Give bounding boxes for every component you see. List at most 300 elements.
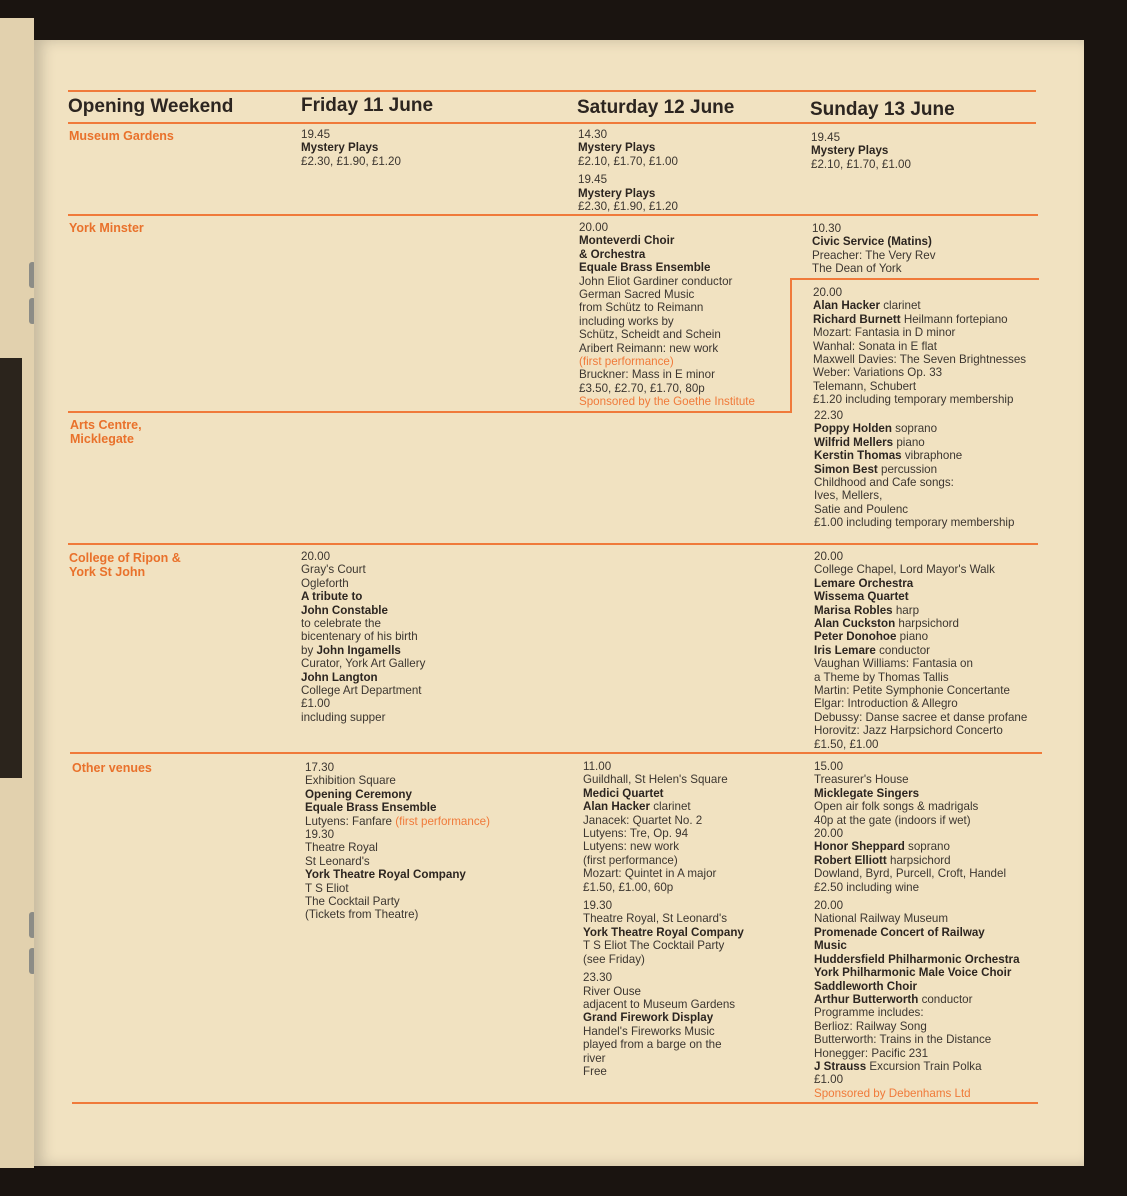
line-role: clarinet: [880, 299, 921, 313]
line-text: Mystery Plays: [811, 144, 889, 158]
cell-other-friday: [305, 761, 490, 922]
line-text: Honor Sheppard: [814, 840, 905, 854]
line-text: Arthur Butterworth: [814, 992, 919, 1006]
line-text: Handel's Fireworks Music: [583, 1024, 715, 1038]
line-text: & Orchestra: [579, 247, 646, 261]
venue-other: Other venues: [72, 761, 152, 775]
programme-line: [583, 800, 744, 813]
programme-line: [814, 899, 1020, 912]
line-text: Alan Hacker: [813, 299, 881, 313]
line-text: Programme includes:: [814, 1006, 924, 1020]
programme-line: [579, 221, 755, 234]
line-text: £2.10, £1.70, £1.00: [578, 154, 678, 168]
programme-line: [814, 449, 1014, 462]
line-text: T S Eliot The Cocktail Party: [583, 939, 725, 953]
line-text: 15.00: [814, 760, 844, 773]
line-text: Opening Ceremony: [305, 787, 412, 801]
programme-line: [301, 711, 425, 724]
programme-line: [579, 288, 755, 301]
programme-line: [305, 855, 490, 868]
row-rule: [791, 278, 1039, 280]
line-text: Kerstin Thomas: [814, 449, 902, 463]
facing-page-photo: [0, 358, 22, 778]
line-text: River Ouse: [583, 984, 641, 998]
programme-line: [814, 953, 1020, 966]
programme-line: [583, 1038, 744, 1051]
programme-line: [301, 577, 425, 590]
programme-line: [814, 516, 1014, 529]
cell-minster-sunday-morning: [812, 222, 936, 276]
programme-line: [814, 867, 1020, 880]
line-text: Open air folk songs & madrigals: [814, 800, 979, 814]
programme-line: [814, 966, 1020, 979]
line-text: Peter Donohoe: [814, 630, 897, 644]
programme-line: [814, 1073, 1020, 1086]
line-text: Guildhall, St Helen's Square: [583, 773, 728, 787]
line-text: Lutyens: Fanfare: [305, 814, 396, 828]
line-text: Monteverdi Choir: [579, 234, 675, 248]
programme-line: [578, 155, 678, 168]
programme-line: [583, 971, 744, 984]
programme-line: [814, 840, 1020, 853]
programme-line: [814, 773, 1020, 786]
programme-line: [583, 840, 744, 853]
line-text: £1.20 including temporary membership: [813, 393, 1014, 407]
programme-line: [814, 724, 1027, 737]
line-text: Wanhal: Sonata in E flat: [813, 339, 937, 353]
programme-line: [301, 550, 425, 563]
line-text: Alan Hacker: [583, 800, 651, 814]
line-text: (Tickets from Theatre): [305, 908, 419, 922]
programme-line: [579, 342, 755, 355]
programme-line: [301, 563, 425, 576]
programme-line: [583, 985, 744, 998]
line-text: Vaughan Williams: Fantasia on: [814, 657, 973, 671]
row-rule: [70, 752, 1042, 754]
programme-line: [813, 393, 1026, 406]
line-text: National Railway Museum: [814, 912, 949, 926]
programme-line: [578, 200, 678, 213]
line-text: Lemare Orchestra: [814, 576, 914, 590]
line-text: £1.50, £1.00, 60p: [583, 880, 674, 894]
programme-line: [814, 926, 1020, 939]
programme-line: [301, 141, 401, 154]
line-text: £2.50 including wine: [814, 880, 920, 894]
line-text: Ogleforth: [301, 576, 349, 590]
line-text: £2.30, £1.90, £1.20: [301, 154, 401, 168]
line-text: including works by: [579, 314, 674, 328]
line-text: Equale Brass Ensemble: [305, 801, 437, 815]
line-text: river: [583, 1051, 606, 1065]
cell-minster-sunday-evening: [813, 286, 1026, 407]
line-text: 20.00: [814, 827, 844, 841]
line-text: John Eliot Gardiner conductor: [579, 274, 733, 288]
line-text: Civic Service (Matins): [812, 235, 932, 249]
line-role: soprano: [891, 422, 938, 436]
programme-line: [305, 774, 490, 787]
line-text: York Theatre Royal Company: [583, 925, 744, 939]
line-text: A tribute to: [301, 590, 363, 604]
day-heading-friday: Friday 11 June: [301, 95, 434, 116]
line-role: piano: [896, 630, 929, 644]
programme-line: [301, 630, 425, 643]
programme-line: [301, 684, 425, 697]
programme-line: [301, 697, 425, 710]
line-text: 23.30: [583, 971, 613, 985]
line-text: College Chapel, Lord Mayor's Walk: [814, 563, 995, 577]
line-text: Curator, York Art Gallery: [301, 657, 426, 671]
line-text: by: [301, 643, 317, 657]
programme-line: [578, 173, 678, 186]
line-text: 17.30: [305, 761, 335, 774]
programme-line: [811, 131, 911, 144]
programme-line: [579, 368, 755, 381]
programme-line: [583, 939, 744, 952]
venue-arts-centre: Arts Centre, Micklegate: [70, 418, 142, 446]
line-role: Heilmann fortepiano: [900, 312, 1008, 326]
programme-line: [813, 366, 1026, 379]
cell-museum-friday: [301, 128, 401, 168]
programme-line: [579, 382, 755, 395]
line-text: Schütz, Scheidt and Schein: [579, 328, 721, 342]
line-text: Huddersfield Philharmonic Orchestra: [814, 952, 1020, 966]
programme-line: [583, 899, 744, 912]
programme-line: [813, 299, 1026, 312]
line-text: Wilfrid Mellers: [814, 435, 894, 449]
programme-line: [814, 881, 1020, 894]
line-note: (first performance): [395, 814, 490, 828]
programme-line: [579, 261, 755, 274]
line-text: Promenade Concert of Railway: [814, 925, 985, 939]
programme-line: [811, 144, 911, 157]
programme-line: [814, 671, 1027, 684]
line-text: 22.30: [814, 409, 844, 422]
line-text: £1.50, £1.00: [814, 737, 879, 751]
line-text: Maxwell Davies: The Seven Brightnesses: [813, 353, 1027, 367]
line-text: Music: [814, 939, 847, 953]
line-text: Micklegate Singers: [814, 786, 920, 800]
line-text: Horovitz: Jazz Harpsichord Concerto: [814, 724, 1003, 738]
programme-line: [814, 604, 1027, 617]
top-rule: [68, 90, 1036, 92]
cell-museum-sunday: [811, 131, 911, 171]
line-role: vibraphone: [901, 449, 963, 463]
line-text: Bruckner: Mass in E minor: [579, 368, 715, 382]
line-text: Mozart: Quintet in A major: [583, 867, 717, 881]
cell-ripon-sunday: [814, 550, 1027, 751]
line-text: Free: [583, 1064, 607, 1078]
programme-line: [301, 657, 425, 670]
line-text: York Theatre Royal Company: [305, 868, 466, 882]
line-text: John Constable: [301, 603, 388, 617]
page-title: Opening Weekend: [68, 96, 234, 117]
programme-line: [814, 644, 1027, 657]
programme-line: [814, 409, 1014, 422]
line-text: Janacek: Quartet No. 2: [583, 813, 703, 827]
line-text: played from a barge on the: [583, 1038, 722, 1052]
programme-line: [814, 787, 1020, 800]
programme-line: [814, 1060, 1020, 1073]
line-text: Theatre Royal, St Leonard's: [583, 912, 727, 926]
programme-line: [813, 326, 1026, 339]
row-rule: [68, 214, 1038, 216]
line-text: 20.00: [579, 221, 609, 234]
line-text: 40p at the gate (indoors if wet): [814, 813, 971, 827]
line-text: Simon Best: [814, 462, 878, 476]
line-text: Gray's Court: [301, 563, 366, 577]
programme-line: [814, 503, 1014, 516]
programme-line: [814, 827, 1020, 840]
cell-minster-saturday: [579, 221, 755, 409]
line-text: 19.45: [301, 128, 331, 141]
programme-line: [814, 476, 1014, 489]
programme-line: [579, 395, 755, 408]
line-text: a Theme by Thomas Tallis: [814, 670, 949, 684]
line-text: Dowland, Byrd, Purcell, Croft, Handel: [814, 867, 1007, 881]
programme-line: [579, 355, 755, 368]
line-text: Aribert Reimann: new work: [579, 341, 719, 355]
line-text: Theatre Royal: [305, 841, 378, 855]
line-text: Exhibition Square: [305, 774, 396, 788]
programme-line: [301, 128, 401, 141]
line-text: Martin: Petite Symphonie Concertante: [814, 684, 1010, 698]
line-text: The Cocktail Party: [305, 895, 400, 909]
line-text: £1.00: [301, 697, 331, 711]
line-role: conductor: [875, 643, 931, 657]
line-text: Preacher: The Very Rev: [812, 248, 936, 262]
venue-college-of-ripon: College of Ripon & York St John: [69, 551, 181, 579]
line-text: Sponsored by Debenhams Ltd: [814, 1086, 971, 1100]
line-text: Telemann, Schubert: [813, 379, 917, 393]
line-text: Medici Quartet: [583, 786, 664, 800]
programme-line: [305, 895, 490, 908]
line-text: 20.00: [813, 286, 843, 299]
programme-line: [814, 980, 1020, 993]
programme-line: [813, 286, 1026, 299]
programme-line: [583, 854, 744, 867]
programme-line: [305, 908, 490, 921]
programme-line: [814, 1047, 1020, 1060]
programme-line: [305, 801, 490, 814]
programme-line: [583, 881, 744, 894]
line-text: £1.00: [814, 1073, 844, 1087]
line-text: Equale Brass Ensemble: [579, 261, 711, 275]
programme-line: [813, 380, 1026, 393]
line-text: Poppy Holden: [814, 422, 892, 436]
programme-line: [579, 248, 755, 261]
programme-line: [814, 738, 1027, 751]
venue-museum-gardens: Museum Gardens: [69, 129, 174, 143]
line-text: Lutyens: Tre, Op. 94: [583, 827, 689, 841]
programme-line: [583, 787, 744, 800]
line-text: 20.00: [301, 550, 331, 563]
line-text: £1.00 including temporary membership: [814, 516, 1015, 530]
programme-line: [814, 1033, 1020, 1046]
programme-line: [583, 1052, 744, 1065]
programme-line: [814, 800, 1020, 813]
programme-line: [812, 249, 936, 262]
line-text: Richard Burnett: [813, 312, 901, 326]
cell-museum-saturday: [578, 128, 678, 213]
programme-line: [814, 993, 1020, 1006]
cell-ripon-friday: [301, 550, 425, 724]
programme-line: [579, 315, 755, 328]
line-role: Excursion Train Polka: [866, 1059, 982, 1073]
cell-other-saturday: [583, 760, 744, 1078]
programme-line: [305, 788, 490, 801]
programme-line: [583, 1025, 744, 1038]
line-text: £3.50, £2.70, £1.70, 80p: [579, 381, 705, 395]
programme-line: [814, 436, 1014, 449]
programme-line: [812, 222, 936, 235]
line-text: German Sacred Music: [579, 288, 695, 302]
line-text: Weber: Variations Op. 33: [813, 366, 943, 380]
line-role: conductor: [918, 992, 973, 1006]
programme-line: [814, 939, 1020, 952]
line-text: (first performance): [583, 853, 678, 867]
programme-line: [305, 882, 490, 895]
line-text: including supper: [301, 710, 386, 724]
programme-line: [814, 590, 1027, 603]
line-text: 11.00: [583, 760, 612, 773]
programme-line: [813, 340, 1026, 353]
programme-line: [814, 657, 1027, 670]
cell-other-sunday: [814, 760, 1020, 1100]
programme-line: [814, 684, 1027, 697]
line-role: piano: [893, 435, 925, 449]
line-text: Saddleworth Choir: [814, 979, 918, 993]
venue-york-minster: York Minster: [69, 221, 144, 235]
bottom-rule: [72, 1102, 1038, 1104]
line-text: Wissema Quartet: [814, 590, 909, 604]
line-text: Butterworth: Trains in the Distance: [814, 1033, 992, 1047]
programme-line: [579, 301, 755, 314]
line-role: harp: [892, 603, 920, 617]
programme-line: [579, 234, 755, 247]
programme-line: [579, 275, 755, 288]
programme-line: [583, 926, 744, 939]
line-text: to celebrate the: [301, 617, 381, 631]
programme-line: [814, 912, 1020, 925]
line-text: Mystery Plays: [301, 141, 379, 155]
programme-line: [814, 422, 1014, 435]
line-text: Grand Firework Display: [583, 1011, 714, 1025]
programme-line: [583, 814, 744, 827]
line-text: Satie and Poulenc: [814, 502, 909, 516]
programme-line: [301, 644, 425, 657]
programme-line: [813, 353, 1026, 366]
programme-line: [814, 577, 1027, 590]
line-text: 19.45: [578, 173, 608, 187]
programme-line: [305, 815, 490, 828]
day-heading-sunday: Sunday 13 June: [810, 99, 955, 120]
line-text: 14.30: [578, 128, 608, 141]
row-rule: [68, 543, 1038, 545]
programme-line: [814, 489, 1014, 502]
programme-line: [814, 630, 1027, 643]
line-text: £2.30, £1.90, £1.20: [578, 200, 678, 214]
programme-line: [814, 550, 1027, 563]
programme-line: [813, 313, 1026, 326]
programme-line: [301, 671, 425, 684]
programme-line: [578, 128, 678, 141]
programme-line: [301, 590, 425, 603]
line-text: (first performance): [579, 355, 674, 369]
line-text: 20.00: [814, 899, 844, 913]
line-text: £2.10, £1.70, £1.00: [811, 157, 911, 171]
programme-line: [814, 1020, 1020, 1033]
programme-line: [814, 1087, 1020, 1100]
line-text: Robert Elliott: [814, 853, 887, 867]
line-text: T S Eliot: [305, 881, 349, 895]
day-heading-saturday: Saturday 12 June: [577, 97, 735, 118]
programme-line: [583, 912, 744, 925]
header-rule: [68, 122, 1036, 124]
programme-line: [583, 953, 744, 966]
line-text: from Schütz to Reimann: [579, 301, 704, 315]
programme-line: [814, 760, 1020, 773]
line-text: 19.45: [811, 131, 841, 144]
line-text: 19.30: [583, 899, 613, 913]
line-text: J Strauss: [814, 1059, 867, 1073]
line-text: Iris Lemare: [814, 643, 876, 657]
line-text: Honegger: Pacific 231: [814, 1046, 929, 1060]
line-text: adjacent to Museum Gardens: [583, 997, 736, 1011]
programme-line: [814, 463, 1014, 476]
line-text: Elgar: Introduction & Allegro: [814, 697, 958, 711]
line-text: Mystery Plays: [578, 141, 656, 155]
line-text: 20.00: [814, 550, 844, 563]
line-text: Alan Cuckston: [814, 617, 896, 631]
line-text: John Langton: [301, 670, 378, 684]
line-role: harpsichord: [895, 617, 959, 631]
programme-line: [812, 262, 936, 275]
line-text: York Philharmonic Male Voice Choir: [814, 966, 1012, 980]
line-text: Ives, Mellers,: [814, 489, 883, 503]
programme-line: [814, 697, 1027, 710]
line-text: Marisa Robles: [814, 603, 893, 617]
line-text: 19.30: [305, 828, 335, 842]
programme-line: [814, 814, 1020, 827]
line-text: Berlioz: Railway Song: [814, 1019, 927, 1033]
line-text: The Dean of York: [812, 262, 902, 276]
cell-arts-sunday: [814, 409, 1014, 530]
programme-line: [814, 617, 1027, 630]
line-role: clarinet: [650, 800, 691, 814]
minster-box-rule: [790, 278, 792, 412]
programme-line: [583, 1011, 744, 1024]
line-text: Debussy: Danse sacree et danse profane: [814, 710, 1028, 724]
line-text: bicentenary of his birth: [301, 630, 418, 644]
line-role: soprano: [904, 840, 950, 854]
programme-line: [305, 868, 490, 881]
line-text: Mozart: Fantasia in D minor: [813, 326, 956, 340]
line-text: Mystery Plays: [578, 186, 656, 200]
programme-line: [583, 773, 744, 786]
programme-line: [301, 617, 425, 630]
programme-line: [583, 867, 744, 880]
programme-line: [583, 998, 744, 1011]
line-text: St Leonard's: [305, 854, 370, 868]
line-text: 10.30: [812, 222, 842, 235]
line-name: John Ingamells: [316, 643, 401, 657]
programme-line: [578, 187, 678, 200]
programme-line: [583, 1065, 744, 1078]
line-text: College Art Department: [301, 684, 422, 698]
programme-line: [578, 141, 678, 154]
facing-page-edge: [0, 18, 34, 1168]
programme-line: [579, 328, 755, 341]
